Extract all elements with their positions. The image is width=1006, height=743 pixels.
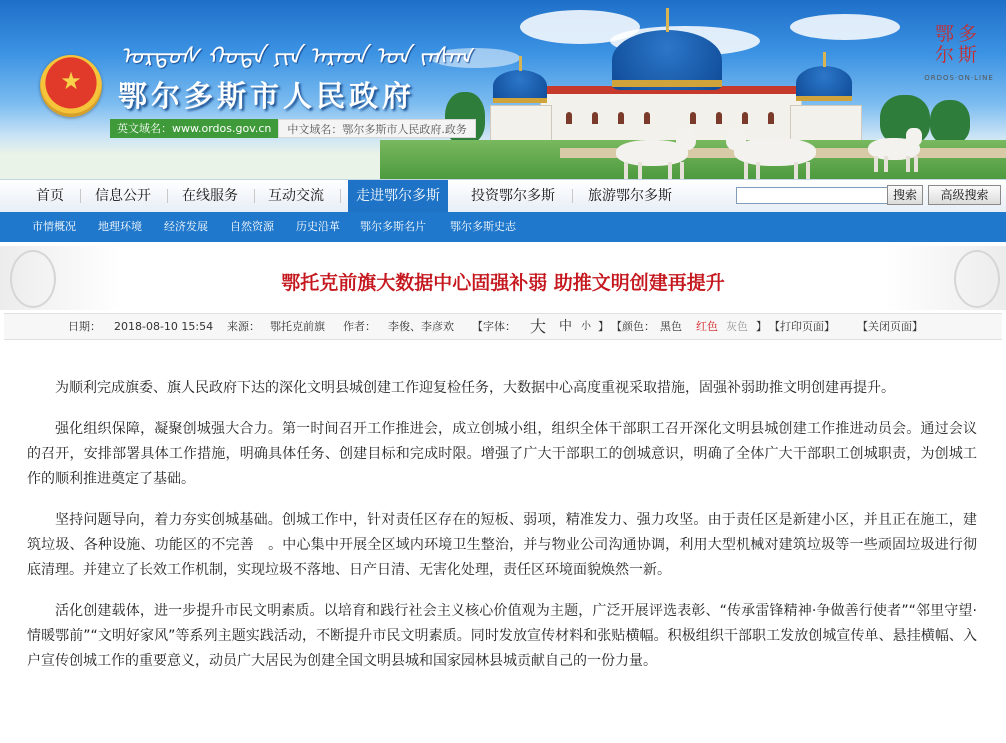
nav-item-info-disclosure[interactable]: 信息公开 [95,188,151,204]
date-value: 2018-08-10 15:54 [114,320,214,333]
nav-divider [254,189,255,203]
logo-seal: 鄂多 尔斯 [934,23,981,66]
header-banner [0,0,1006,179]
domain-en[interactable]: 英文域名：www.ordos.gov.cn [110,119,278,138]
national-emblem-icon: ★ [40,55,102,117]
main-nav [0,179,1006,213]
advanced-search-button[interactable]: 高级搜索 [928,185,1001,205]
font-size-label: 【字体： [472,320,516,333]
source-value: 鄂托克前旗 [270,320,325,333]
subnav-item-history[interactable]: 历史沿革 [296,220,340,233]
nav-item-about-ordos[interactable]: 走进鄂尔多斯 [348,180,448,212]
subnav-item-city-overview[interactable]: 市情概况 [32,220,76,233]
domain-cn[interactable]: 中文域名：鄂尔多斯市人民政府.政务 [278,119,476,138]
nav-divider [340,189,341,203]
nav-item-invest-ordos[interactable]: 投资鄂尔多斯 [471,188,555,204]
article-title: 鄂托克前旗大数据中心固强补弱 助推文明创建再提升 [281,272,725,294]
cloud-decoration [790,14,900,40]
subnav-item-city-card[interactable]: 鄂尔多斯名片 [360,220,426,233]
domain-bar [110,119,476,138]
nav-item-travel-ordos[interactable]: 旅游鄂尔多斯 [588,188,672,204]
color-gray-link[interactable]: 灰色 [726,320,748,333]
color-label: 【颜色： [611,320,655,333]
site-title: 鄂尔多斯市人民政府 [118,81,416,113]
print-page-link[interactable]: 【打印页面】 [769,320,835,333]
source-label: 来源： [227,320,260,333]
font-size-small-link[interactable]: 小 [581,321,591,332]
author-value: 李俊、李彦欢 [388,320,454,333]
subnav-item-resources[interactable]: 自然资源 [230,220,274,233]
nav-divider [80,189,81,203]
mongolian-title: ᠣᠷᠳᠣᠰ ᠬᠣᠲᠠ ᠶᠢᠨ ᠠᠷᠠᠳ ᠤᠨ ᠵᠠᠰᠠᠭ [120,42,472,70]
font-size-close: 】 [598,320,609,333]
nav-item-interaction[interactable]: 互动交流 [268,188,324,204]
nav-item-home[interactable]: 首页 [36,188,64,204]
close-page-link[interactable]: 【关闭页面】 [857,320,923,333]
nav-item-online-service[interactable]: 在线服务 [182,188,238,204]
subnav-item-economy[interactable]: 经济发展 [164,220,208,233]
logo-tagline: ORDOS·ON·LINE [924,74,994,82]
ordos-online-logo[interactable] [924,22,994,84]
nav-divider [572,189,573,203]
font-size-medium-link[interactable]: 中 [559,319,573,334]
search-input[interactable] [736,187,888,204]
nav-divider [167,189,168,203]
article-paragraph: 强化组织保障，凝聚创城强大合力。第一时间召开工作推进会，成立创城小组，组织全体干部职工召开深化文明县城创建工作推进动员会。通过会议的召开，安排部署具体工作措施，明确具体任务、创建目标和完成时限。增强了广大干部职工的创城意识，明确了全体广大干部职工创城职责，为创城工作的顺利推进奠定了基础。 [27,421,977,487]
font-size-large-link[interactable]: 大 [530,317,547,336]
date-label: 日期： [68,320,101,333]
sub-nav [0,212,1006,242]
article-body [27,376,977,690]
color-close: 】 [756,320,767,333]
article-paragraph: 坚持问题导向，着力夯实创城基础。创城工作中，针对责任区存在的短板、弱项，精准发力、强力攻坚。由于责任区是新建小区，并且正在施工，建筑垃圾、各种设施、功能区的不完善 。中心集中开展全区域内环境卫生整治，并与物业公司沟通协调，利用大型机械对建筑垃圾等一些顽固垃圾进行彻底清理。并建立了长效工作机制，实现垃圾不落地、日产日清、无害化处理，责任区环境面貌焕然一新。 [27,512,977,578]
color-black-link[interactable]: 黑色 [660,320,682,333]
search-button[interactable]: 搜索 [887,185,923,205]
subnav-item-chronicles[interactable]: 鄂尔多斯史志 [450,220,516,233]
article-paragraph: 为顺利完成旗委、旗人民政府下达的深化文明县城创建工作迎复检任务，大数据中心高度重视采取措施，固强补弱助推文明创建再提升。 [55,380,895,396]
color-red-link[interactable]: 红色 [696,320,718,333]
subnav-item-geography[interactable]: 地理环境 [98,220,142,233]
article-meta-bar [4,313,1002,340]
author-label: 作者： [343,320,376,333]
article-paragraph: 活化创建载体，进一步提升市民文明素质。以培育和践行社会主义核心价值观为主题，广泛开展评选表彰、“传承雷锋精神·争做善行使者”“邻里守望·情暖鄂前”“文明好家风”等系列主题实践活动，不断提升市民文明素质。同时发放宣传材料和张贴横幅。积极组织干部职工发放创城宣传单、悬挂横幅、入户宣传创城工作的重要意义，动员广大居民为创建全国文明县城和国家园林县城贡献自己的一份力量。 [27,603,977,669]
